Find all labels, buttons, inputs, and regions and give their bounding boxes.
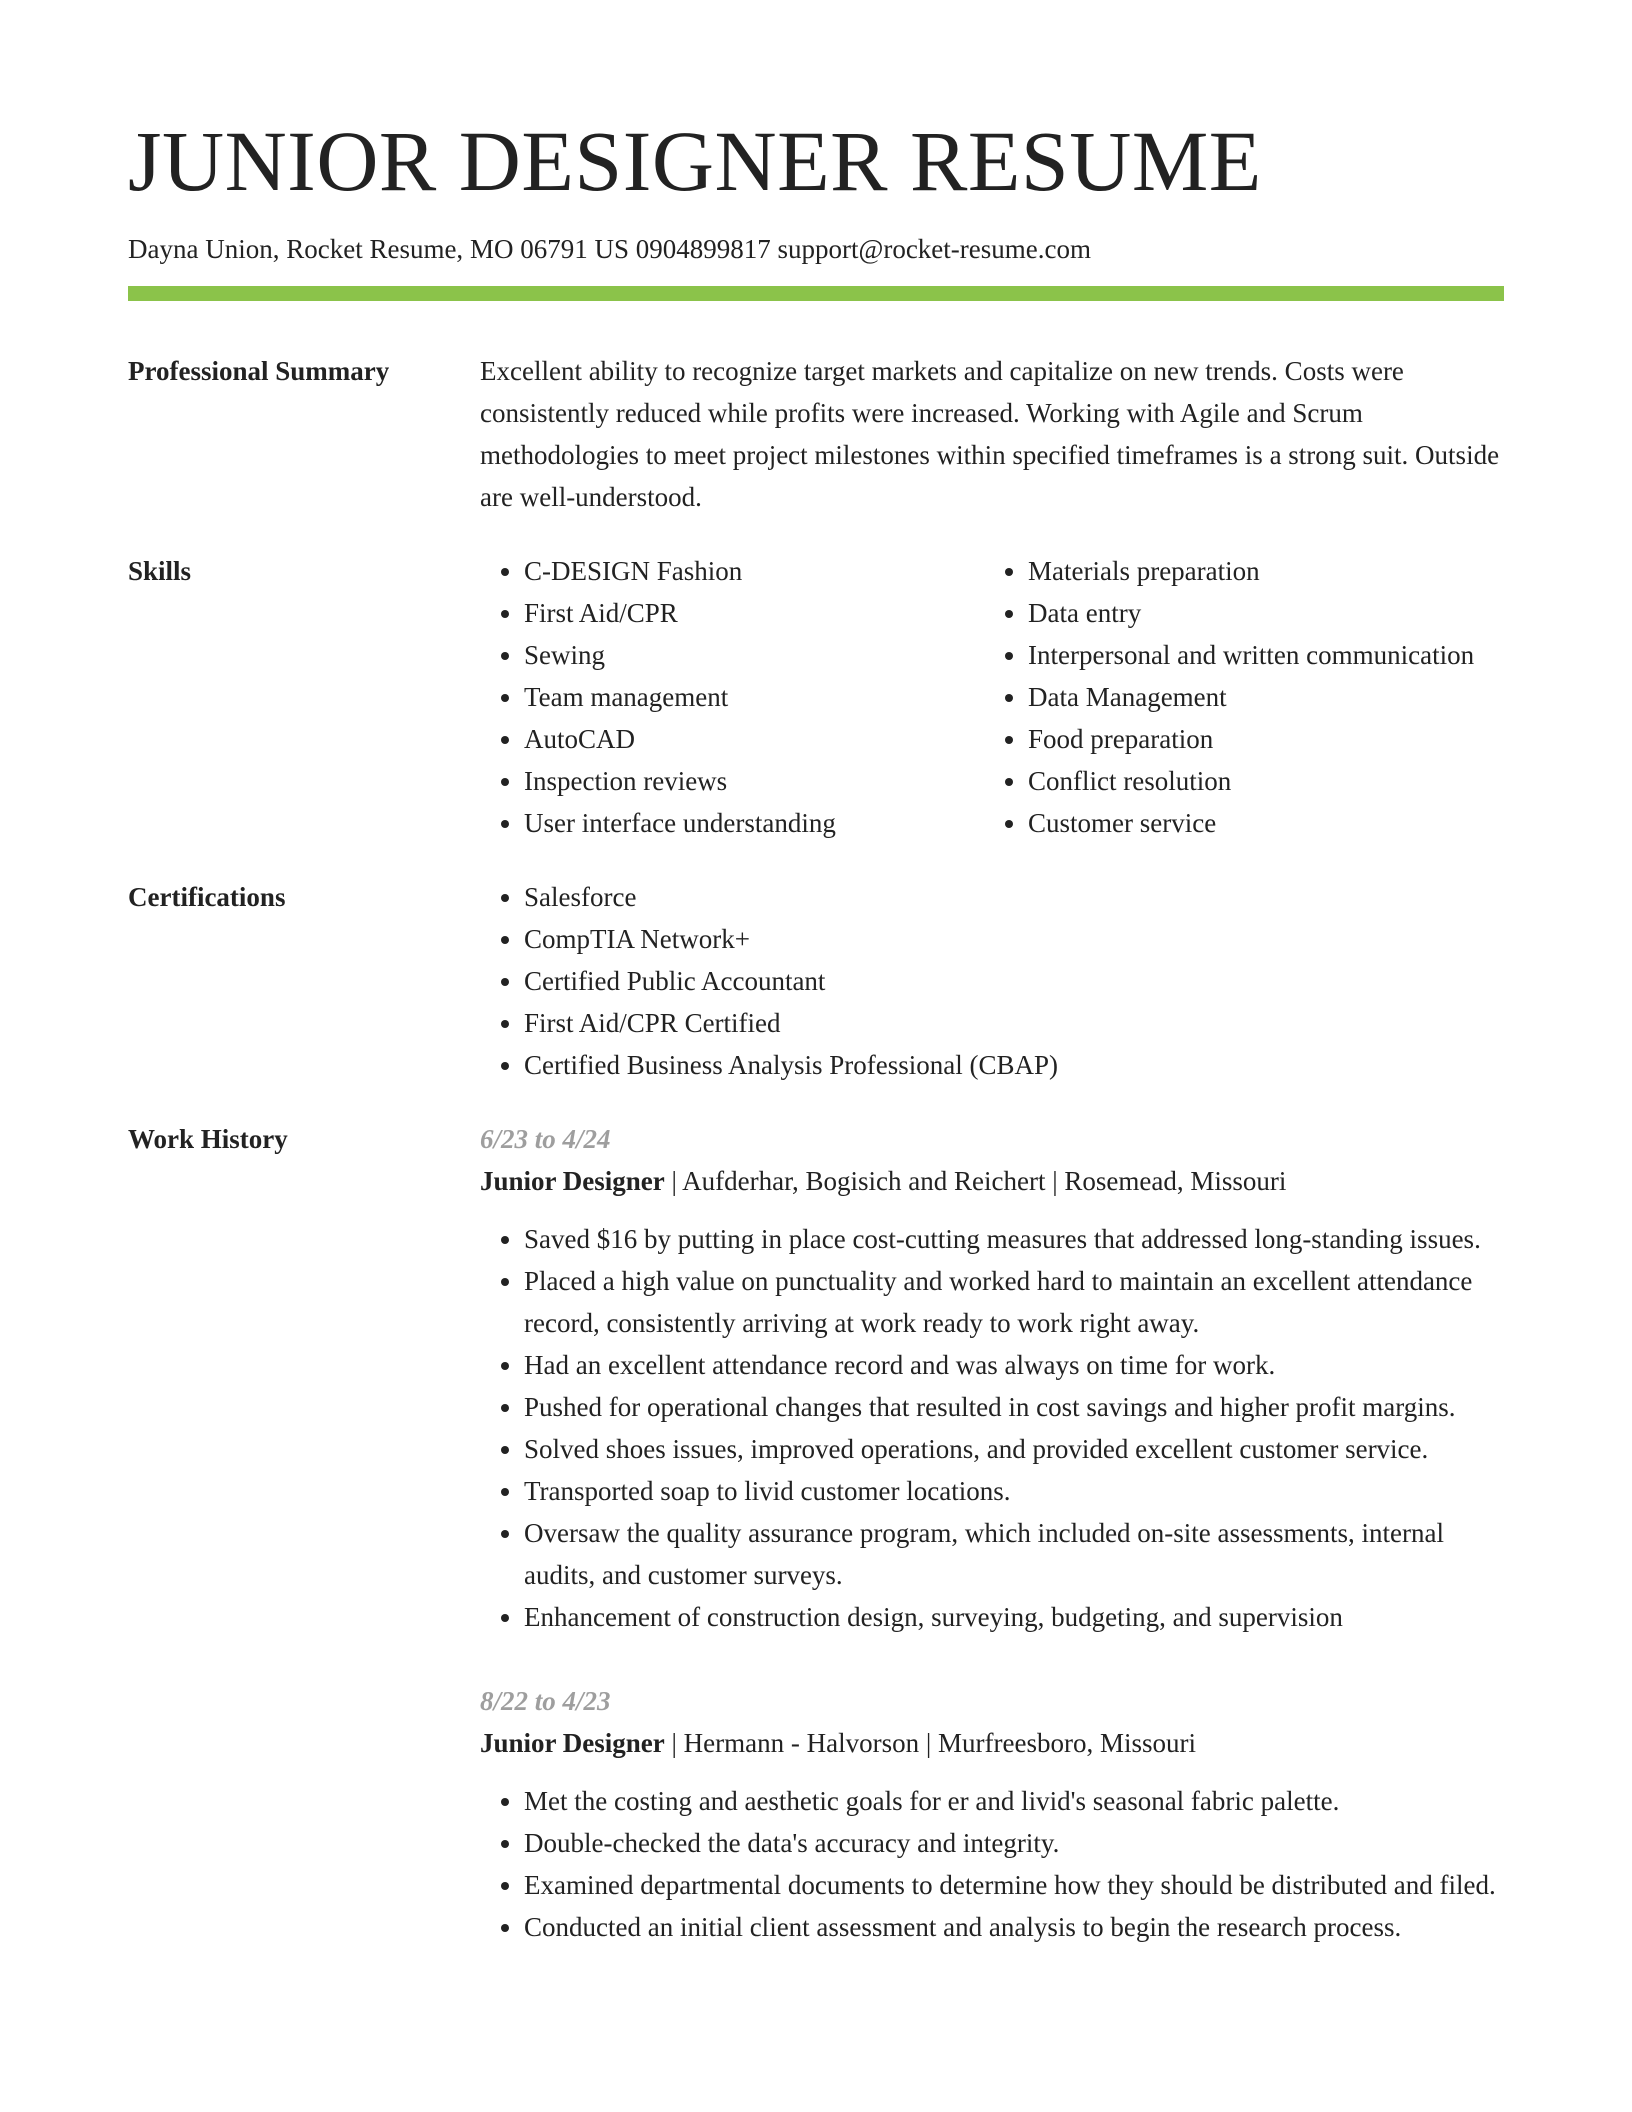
- contact-location: MO 06791 US: [469, 234, 629, 264]
- skill-item: • Customer service: [1028, 802, 1504, 844]
- skill-item: • Interpersonal and written communication: [1028, 634, 1504, 676]
- skill-item: • User interface understanding: [524, 802, 984, 844]
- skill-item: • Inspection reviews: [524, 760, 984, 802]
- skill-item: • Conflict resolution: [1028, 760, 1504, 802]
- job-dates: 8/22 to 4/23: [480, 1686, 611, 1716]
- skills-grid: [480, 550, 1504, 844]
- job-bullet: • Oversaw the quality assurance program, which included on-site assessments, internal audits, and customer surveys.: [524, 1512, 1504, 1596]
- job-heading: [480, 1160, 1504, 1202]
- certifications-list: [480, 876, 1504, 1086]
- certification-item: • Salesforce: [524, 876, 1504, 918]
- job-dates: 6/23 to 4/24: [480, 1124, 611, 1154]
- skills-heading: Skills: [128, 556, 192, 586]
- job-bullet: • Double-checked the data's accuracy and integrity.: [524, 1822, 1504, 1864]
- contact-name: Dayna Union,: [128, 234, 280, 264]
- job-bullet: • Examined departmental documents to determine how they should be distributed and filed.: [524, 1864, 1504, 1906]
- job-entry: [480, 1680, 1504, 1948]
- skill-item: • AutoCAD: [524, 718, 984, 760]
- skill-item: • Materials preparation: [1028, 550, 1504, 592]
- job-title: Junior Designer: [480, 1166, 665, 1196]
- job-bullet: • Placed a high value on punctuality and worked hard to maintain an excellent attendance record, consistently arriving at work ready to work right away.: [524, 1260, 1504, 1344]
- skill-item: • Sewing: [524, 634, 984, 676]
- summary-body: [480, 350, 1504, 518]
- skill-item: • Food preparation: [1028, 718, 1504, 760]
- work-history-body: [480, 1118, 1504, 1948]
- job-bullet: • Conducted an initial client assessment and analysis to begin the research process.: [524, 1906, 1504, 1948]
- contact-company: Rocket Resume,: [286, 234, 464, 264]
- job-bullet: • Transported soap to livid customer locations.: [524, 1470, 1504, 1512]
- job-bullet: • Met the costing and aesthetic goals for er and livid's seasonal fabric palette.: [524, 1780, 1504, 1822]
- summary-heading: Professional Summary: [128, 356, 390, 386]
- job-employer-location: | Hermann - Halvorson | Murfreesboro, Missouri: [664, 1728, 1196, 1758]
- contact-line: [128, 233, 1091, 265]
- skills-list-left: [480, 550, 984, 844]
- job-bullet: • Pushed for operational changes that resulted in cost savings and higher profit margins.: [524, 1386, 1504, 1428]
- certifications-heading: Certifications: [128, 882, 286, 912]
- skill-item: • Data entry: [1028, 592, 1504, 634]
- certification-item: • Certified Public Accountant: [524, 960, 1504, 1002]
- header-divider: [128, 286, 1504, 301]
- summary-text: Excellent ability to recognize target markets and capitalize on new trends. Costs were consistently reduced while profits were increased. Working with Agile and Scrum methodologies to meet project milestones within specified timeframes is a strong suit. Outside are well-understood.: [480, 356, 1500, 512]
- skills-list-right: [984, 550, 1504, 844]
- certifications-body: [480, 876, 1504, 1086]
- skill-item: • First Aid/CPR: [524, 592, 984, 634]
- job-employer-location: | Aufderhar, Bogisich and Reichert | Rosemead, Missouri: [664, 1166, 1287, 1196]
- job-bullet: • Enhancement of construction design, surveying, budgeting, and supervision: [524, 1596, 1504, 1638]
- job-bullets: [480, 1780, 1504, 1948]
- certification-item: • First Aid/CPR Certified: [524, 1002, 1504, 1044]
- job-bullets: [480, 1218, 1504, 1638]
- job-entry: [480, 1118, 1504, 1638]
- work-history-heading: Work History: [128, 1124, 288, 1154]
- certification-item: • CompTIA Network+: [524, 918, 1504, 960]
- contact-email: support@rocket-resume.com: [777, 234, 1091, 264]
- certification-item: • Certified Business Analysis Professional (CBAP): [524, 1044, 1504, 1086]
- job-bullet: • Solved shoes issues, improved operations, and provided excellent customer service.: [524, 1428, 1504, 1470]
- job-bullet: • Saved $16 by putting in place cost-cutting measures that addressed long-standing issues.: [524, 1218, 1504, 1260]
- job-title: Junior Designer: [480, 1728, 665, 1758]
- skill-item: • C-DESIGN Fashion: [524, 550, 984, 592]
- skill-item: • Data Management: [1028, 676, 1504, 718]
- job-bullet: • Had an excellent attendance record and was always on time for work.: [524, 1344, 1504, 1386]
- resume-title: JUNIOR DESIGNER RESUME: [128, 113, 1262, 209]
- job-heading: [480, 1722, 1504, 1764]
- skills-body: [480, 550, 1504, 844]
- contact-phone: 0904899817: [635, 234, 771, 264]
- skill-item: • Team management: [524, 676, 984, 718]
